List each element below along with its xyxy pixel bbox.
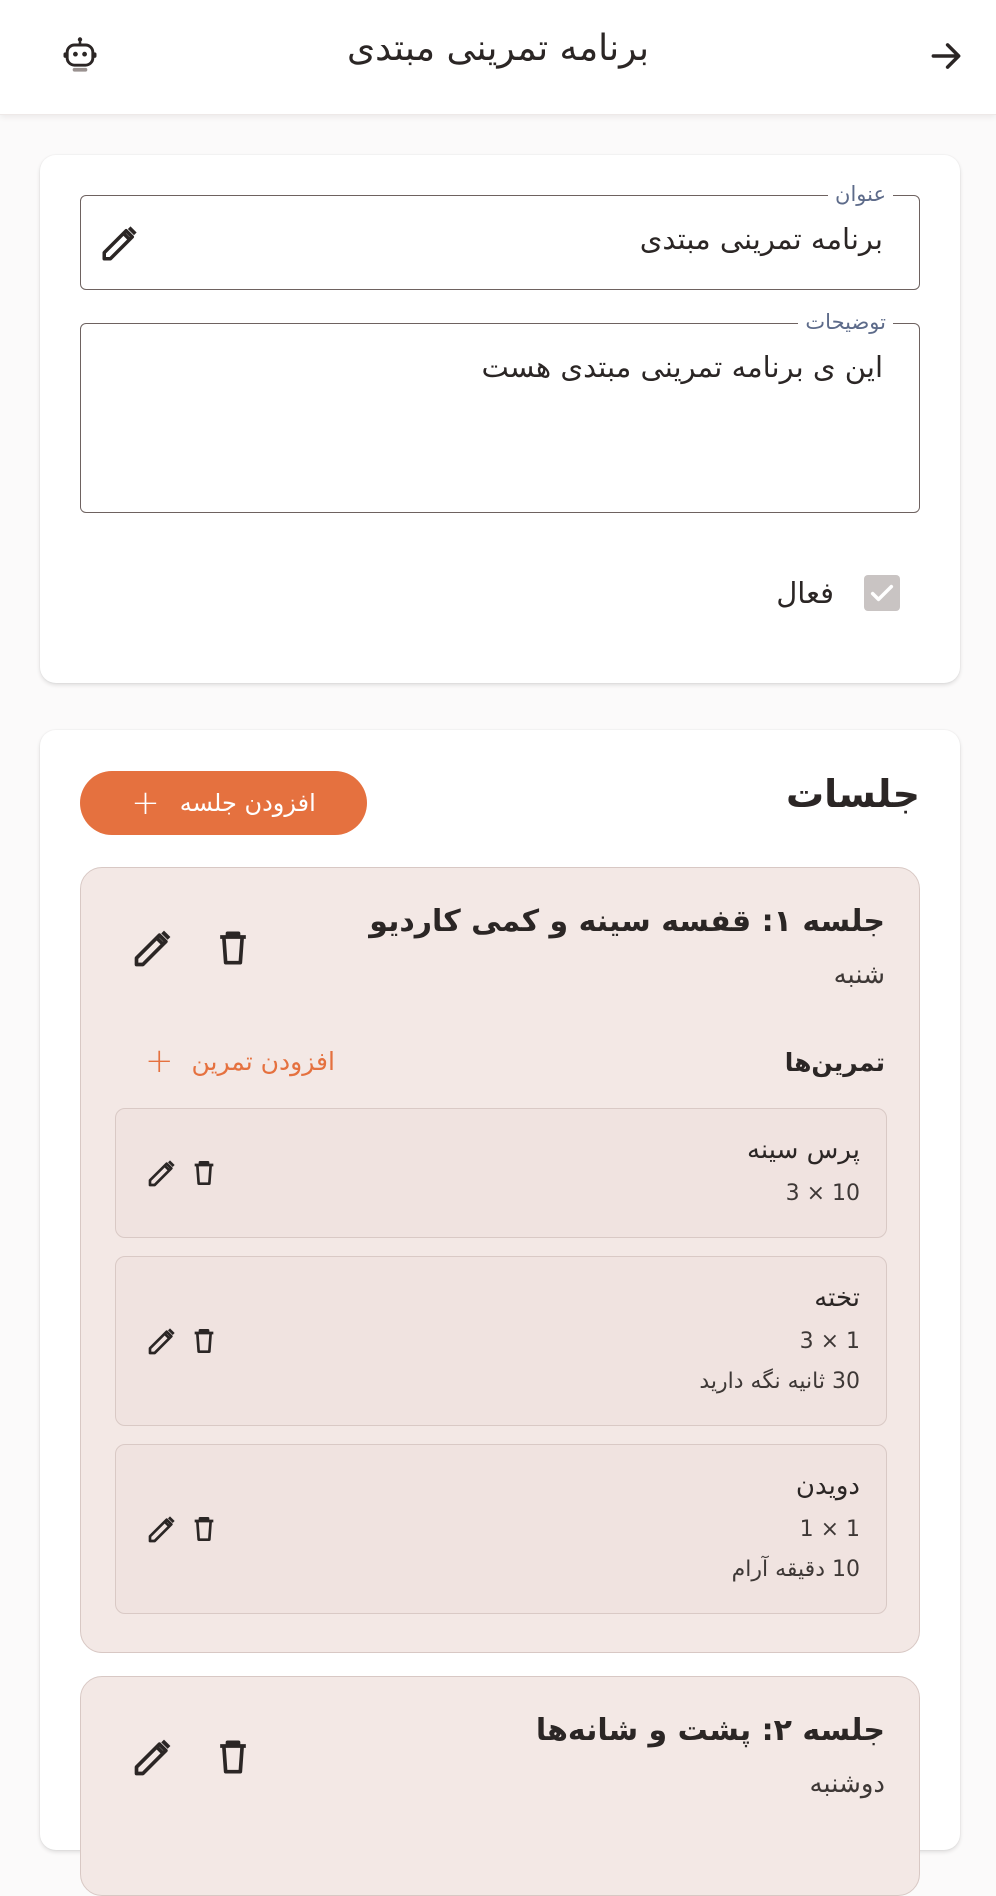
session-card (80, 1676, 920, 1896)
title-field-value[interactable]: برنامه تمرینی مبتدی (639, 222, 883, 256)
exercises-header: تمرین‌ها (784, 1048, 885, 1077)
exercise-item[interactable] (115, 1108, 887, 1238)
exercise-name: پرس سینه (746, 1135, 860, 1165)
exercise-name: دویدن (795, 1471, 860, 1501)
exercise-actions (146, 1325, 220, 1357)
description-field-value[interactable]: این ی برنامه تمرینی مبتدی هست (481, 350, 883, 384)
pencil-icon[interactable] (131, 1735, 175, 1779)
sessions-title: جلسات (785, 772, 920, 816)
robot-icon[interactable] (58, 34, 102, 78)
exercise-sets: 3 × 1 (799, 1329, 860, 1354)
title-field[interactable] (80, 182, 920, 290)
description-field-label: توضیحات (798, 310, 893, 334)
trash-icon[interactable] (188, 1157, 220, 1189)
app-bar (0, 0, 996, 115)
exercise-sets: 1 × 1 (799, 1517, 860, 1542)
trash-icon[interactable] (211, 1735, 255, 1779)
pencil-icon[interactable] (99, 222, 141, 264)
description-field[interactable] (80, 310, 920, 513)
page-title: برنامه تمرینی مبتدی (346, 28, 649, 69)
title-field-label: عنوان (828, 182, 893, 206)
exercise-sets: 3 × 10 (785, 1181, 860, 1206)
exercise-name: تخته (814, 1283, 860, 1313)
exercise-item[interactable] (115, 1444, 887, 1614)
exercise-actions (146, 1157, 220, 1189)
active-checkbox[interactable] (864, 575, 900, 611)
plus-icon: + (131, 783, 160, 823)
session-title: جلسه ۱: قفسه سینه و کمی کاردیو (369, 904, 885, 939)
add-session-button[interactable] (80, 771, 367, 835)
exercise-actions (146, 1513, 220, 1545)
pencil-icon[interactable] (146, 1157, 178, 1189)
exercise-note: 10 دقیقه آرام (731, 1557, 860, 1582)
pencil-icon[interactable] (146, 1325, 178, 1357)
add-exercise-button[interactable] (145, 1041, 335, 1081)
program-details-card (40, 155, 960, 683)
exercise-note: 30 ثانیه نگه دارید (699, 1369, 860, 1394)
add-session-label: افزودن جلسه (179, 789, 316, 817)
trash-icon[interactable] (188, 1325, 220, 1357)
active-label: فعال (776, 576, 834, 610)
trash-icon[interactable] (211, 926, 255, 970)
trash-icon[interactable] (188, 1513, 220, 1545)
session-actions (131, 1735, 255, 1779)
session-day: شنبه (833, 960, 885, 990)
exercise-item[interactable] (115, 1256, 887, 1426)
active-toggle-row[interactable] (776, 575, 900, 611)
session-actions (131, 926, 255, 970)
sessions-card (40, 730, 960, 1850)
session-day: دوشنبه (809, 1769, 885, 1799)
session-title: جلسه ۲: پشت و شانه‌ها (535, 1713, 885, 1748)
pencil-icon[interactable] (131, 926, 175, 970)
add-exercise-label: افزودن تمرین (191, 1046, 335, 1076)
plus-icon: + (145, 1041, 174, 1081)
pencil-icon[interactable] (146, 1513, 178, 1545)
session-card (80, 867, 920, 1653)
